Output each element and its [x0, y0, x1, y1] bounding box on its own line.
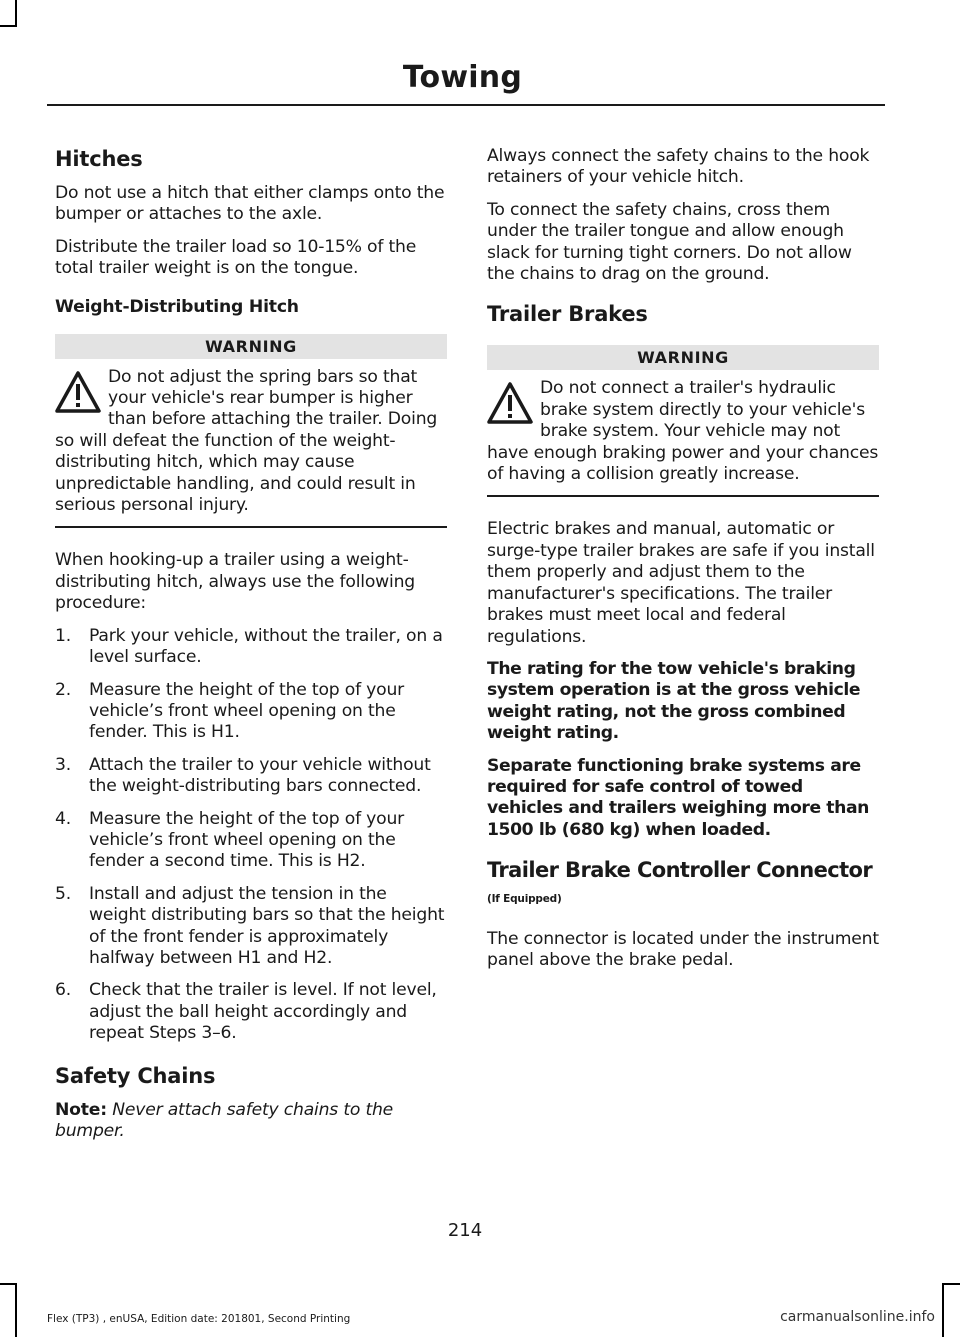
hitches-paragraph-2: Distribute the trailer load so 10-15% of the total trailer weight is on the tongue.: [55, 236, 417, 279]
crop-mark: [0, 1283, 17, 1285]
warning-box-hitch: [55, 334, 447, 529]
list-item: 3. Attach the trailer to your vehicle without the weight-distributing bars connected.: [55, 754, 431, 797]
warning-label: WARNING: [487, 345, 879, 370]
crop-mark: [942, 1283, 944, 1337]
edition-info: Flex (TP3) , enUSA, Edition date: 201801, Second Printing: [47, 1313, 351, 1325]
right-column: [487, 146, 879, 982]
warning-triangle-icon: [55, 370, 103, 418]
separate-brakes-statement: Separate functioning brake systems are required for safe control of towed vehicles and trailers weighing more than 1500 lb (680 kg) when loaded.: [487, 755, 869, 840]
site-watermark: carmanualsonline.info: [780, 1309, 935, 1325]
crop-mark: [15, 0, 17, 26]
list-item: 1. Park your vehicle, without the trailer, on a level surface.: [55, 625, 443, 668]
list-item: 4. Measure the height of the top of your vehicle’s front wheel opening on the fender a second time. This is H2.: [55, 808, 405, 872]
crop-mark: [0, 25, 17, 27]
crop-mark: [15, 1283, 17, 1337]
warning-box-brakes: [487, 345, 879, 497]
connector-location-paragraph: The connector is located under the instrument panel above the brake pedal.: [487, 928, 879, 970]
hitches-paragraph-1: Do not use a hitch that either clamps onto the bumper or attaches to the axle.: [55, 183, 445, 225]
list-item: 6. Check that the trailer is level. If not level, adjust the ball height accordingly and repeat Steps 3–6.: [55, 980, 437, 1044]
warning-triangle-icon: [487, 381, 535, 429]
safety-note: [55, 1100, 447, 1143]
procedure-steps: [55, 626, 447, 1045]
warning-body: [487, 378, 879, 485]
wdh-heading: Weight-Distributing Hitch: [55, 296, 299, 317]
crop-mark: [942, 1283, 960, 1285]
note-label: Note:: [55, 1099, 107, 1120]
page-number: 214: [447, 1220, 483, 1241]
trailer-brakes-heading: Trailer Brakes: [487, 302, 648, 327]
list-item: 5. Install and adjust the tension in the weight distributing bars so that the height of the front fender is approximately halfway between H1 and H2.: [55, 883, 445, 968]
chains-paragraph-1: Always connect the safety chains to the hook retainers of your vehicle hitch.: [487, 146, 870, 188]
procedure-intro: When hooking-up a trailer using a weight-distributing hitch, always use the following procedure:: [55, 550, 415, 614]
chains-paragraph-2: To connect the safety chains, cross them under the trailer tongue and allow enough slack for turning tight corners. Do not allow the chains to drag on the ground.: [487, 199, 852, 285]
left-column: [55, 146, 447, 1153]
safety-chains-heading: Safety Chains: [55, 1063, 216, 1088]
note-text: Never attach safety chains to the bumper.: [55, 1099, 394, 1141]
page-title: Towing: [402, 60, 522, 95]
header-divider: [47, 104, 885, 106]
warning-body: [55, 367, 447, 517]
warning-label: WARNING: [55, 334, 447, 359]
warning-text: Do not connect a trailer's hydraulic brake system directly to your vehicle's brake system. Your vehicle may not have enough braking power and your chances of having a collision greatly increase.: [487, 378, 879, 485]
hitches-heading: Hitches: [55, 147, 143, 171]
warning-text: Do not adjust the spring bars so that your vehicle's rear bumper is higher than before attaching the trailer. Doing so will defeat the function of the weight-distributing hitch, which may cause unpredictable handling, and could result in serious personal injury.: [55, 366, 438, 516]
controller-connector-heading: Trailer Brake Controller Connector: [487, 858, 873, 883]
brakes-paragraph: Electric brakes and manual, automatic or surge-type trailer brakes are safe if you install them properly and adjust them to the manufacturer's specifications. The trailer brakes must meet local and federal regulations.: [487, 519, 875, 647]
braking-rating-statement: The rating for the tow vehicle's braking system operation is at the gross vehicle weight rating, not the gross combined weight rating.: [487, 658, 861, 744]
if-equipped-note: (If Equipped): [487, 893, 562, 906]
list-item: 2. Measure the height of the top of your vehicle’s front wheel opening on the fender. This is H1.: [55, 679, 405, 743]
